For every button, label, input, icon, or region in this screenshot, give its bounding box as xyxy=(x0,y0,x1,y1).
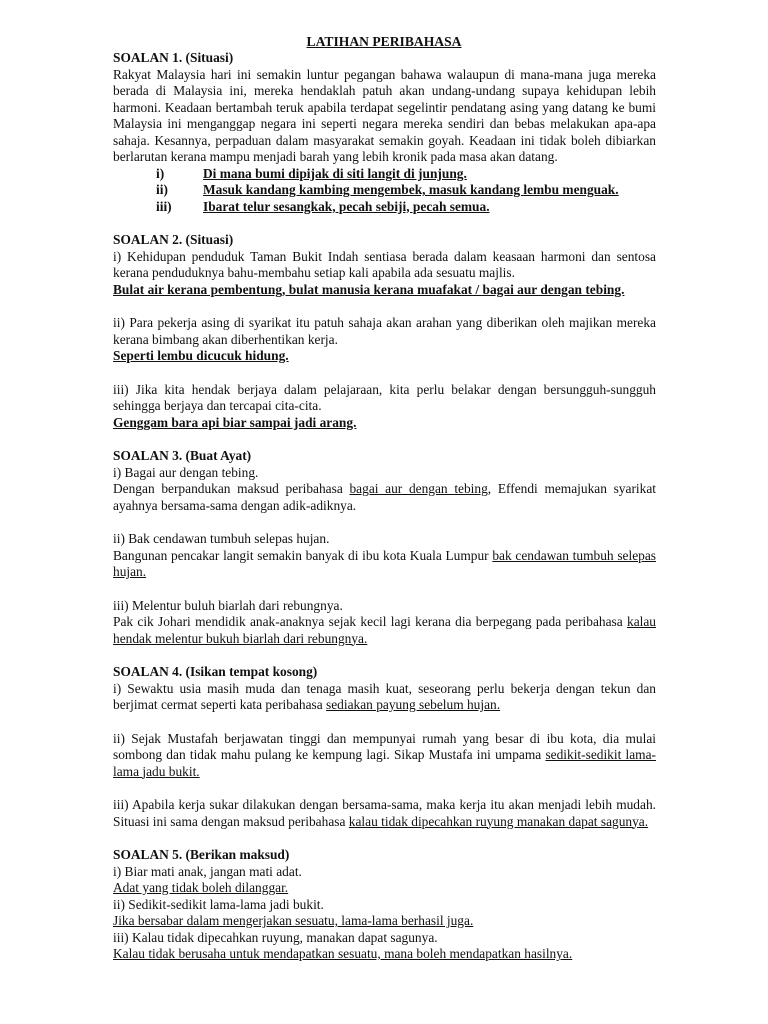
answer-text: Di mana bumi dipijak di siti langit di junjung. xyxy=(203,165,467,181)
fill-in-sentence xyxy=(113,681,656,714)
question-text: i) Biar mati anak, jangan mati adat. xyxy=(113,863,302,879)
question-text: ii) Bak cendawan tumbuh selepas hujan. xyxy=(113,531,330,546)
soalan-1-paragraph: Rakyat Malaysia hari ini semakin luntur pegangan bahawa walaupun di mana-mana juga mereka berada di Malaysia ini, mereka hendaklah patuh akan undang-undang supaya kehidupan lebih harmoni. Keadaan bertambah teruk apabila terdapat segelintir pendatang asing yang datang ke bumi Malaysia ini menganggap negara ini seperti negara mereka sendiri dan bebas melakukan apa-apa sahaja. Kesannya, perpaduan dalam masyarakat semakin goyah. Keadaan ini tidak boleh dibiarkan berlarutan kerana mampu menjadi barah yang lebih kronik pada masa akan datang. xyxy=(113,66,656,164)
question-text: iii) Jika kita hendak berjaya dalam pelajaraan, kita perlu belakar dengan bersungguh-sungguh sehingga berjaya dan tercapai cita-cita. xyxy=(113,381,656,413)
sentence-start: ii) Sejak Mustafah berjawatan tinggi dan mempunyai rumah yang besar di ibu kota, dia mulai sombong dan tidak mahu pulang ke kempung lagi. Sikap Mustafa ini umpama xyxy=(113,730,656,762)
answer-sentence xyxy=(113,548,656,581)
peribahasa-phrase: bak cendawan tumbuh selepas hujan. xyxy=(113,547,656,579)
sentence-start: iii) Apabila kerja sukar dilakukan dengan bersama-sama, maka kerja itu akan menjadi lebih mudah. Situasi ini sama dengan maksud peribahasa xyxy=(113,797,656,829)
soalan-3 xyxy=(113,448,656,647)
page-title: LATIHAN PERIBAHASA xyxy=(306,34,462,49)
answer-item xyxy=(113,182,656,199)
sentence-start: Pak cik Johari mendidik anak-anaknya sejak kecil lagi kerana dia berpegang pada peribahasa xyxy=(113,614,627,629)
soalan-5-heading: SOALAN 5. (Berikan maksud) xyxy=(113,847,290,862)
peribahasa-phrase: kalau tidak dipecahkan ruyung manakan dapat sagunya. xyxy=(348,813,649,829)
answer-text: Seperti lembu dicucuk hidung. xyxy=(113,348,289,363)
meaning-text: Jika bersabar dalam mengerjakan sesuatu, lama-lama berhasil juga. xyxy=(113,913,474,928)
question-text: i) Bagai aur dengan tebing. xyxy=(113,464,259,480)
peribahasa-phrase: bagai aur dengan tebing xyxy=(349,481,488,496)
answer-sentence xyxy=(113,481,656,514)
soalan-4-heading: SOALAN 4. (Isikan tempat kosong) xyxy=(113,664,318,679)
answer-text: Genggam bara api biar sampai jadi arang. xyxy=(113,414,357,430)
sentence-end: , Effendi memajukan syarikat ayahnya bersama-sama dengan adik-adiknya. xyxy=(113,481,656,513)
answer-sentence xyxy=(113,614,656,647)
fill-in-sentence xyxy=(113,797,656,830)
meaning-text: Kalau tidak berusaha untuk mendapatkan sesuatu, mana boleh mendapatkan hasilnya. xyxy=(113,946,573,961)
peribahasa-phrase: kalau hendak melentur bukuh biarlah dari rebungnya. xyxy=(113,614,656,646)
answer-item xyxy=(113,199,656,216)
question-text: iii) Melentur buluh biarlah dari rebungnya. xyxy=(113,597,343,613)
sentence-start: Dengan berpandukan maksud peribahasa xyxy=(113,481,350,496)
sentence-start: Bangunan pencakar langit semakin banyak di ibu kota Kuala Lumpur xyxy=(113,547,493,563)
answer-text: Ibarat telur sesangkak, pecah sebiji, pecah semua. xyxy=(203,198,490,214)
soalan-5 xyxy=(113,847,656,963)
meaning-text: Adat yang tidak boleh dilanggar. xyxy=(113,880,289,895)
soalan-2-heading: SOALAN 2. (Situasi) xyxy=(113,232,234,247)
answer-text: Bulat air kerana pembentung, bulat manusia kerana muafakat / bagai aur dengan tebing. xyxy=(113,281,625,297)
soalan-3-heading: SOALAN 3. (Buat Ayat) xyxy=(113,448,252,463)
soalan-4 xyxy=(113,664,656,830)
soalan-1-answers xyxy=(113,166,656,216)
soalan-2 xyxy=(113,232,656,431)
answer-text: Masuk kandang kambing mengembek, masuk kandang lembu menguak. xyxy=(203,182,619,197)
soalan-1 xyxy=(113,50,656,215)
answer-number: i) xyxy=(156,165,165,181)
answer-item xyxy=(113,166,656,183)
question-text: i) Kehidupan penduduk Taman Bukit Indah sentiasa berada dalam keasaan harmoni dan sentosa kerana penduduknya bahu-membahu setiap kali apabila ada sesuatu majlis. xyxy=(113,248,656,280)
answer-number: iii) xyxy=(156,198,172,214)
fill-in-sentence xyxy=(113,731,656,781)
peribahasa-phrase: sediakan payung sebelum hujan. xyxy=(326,697,501,712)
question-text: iii) Kalau tidak dipecahkan ruyung, manakan dapat sagunya. xyxy=(113,929,438,945)
document-body xyxy=(113,50,656,963)
sentence-start: i) Sewaktu usia masih muda dan tenaga masih kuat, seseorang perlu bekerja dengan tekun dan berjimat cermat seperti kata peribahasa xyxy=(113,680,656,712)
soalan-1-heading: SOALAN 1. (Situasi) xyxy=(113,50,234,65)
question-text: ii) Para pekerja asing di syarikat itu patuh sahaja akan arahan yang diberikan oleh majikan mereka kerana bimbang akan diberhentikan kerja. xyxy=(113,315,656,347)
question-text: ii) Sedikit-sedikit lama-lama jadi bukit. xyxy=(113,896,324,912)
peribahasa-phrase: sedikit-sedikit lama-lama jadu bukit. xyxy=(113,747,656,779)
answer-number: ii) xyxy=(156,182,168,197)
